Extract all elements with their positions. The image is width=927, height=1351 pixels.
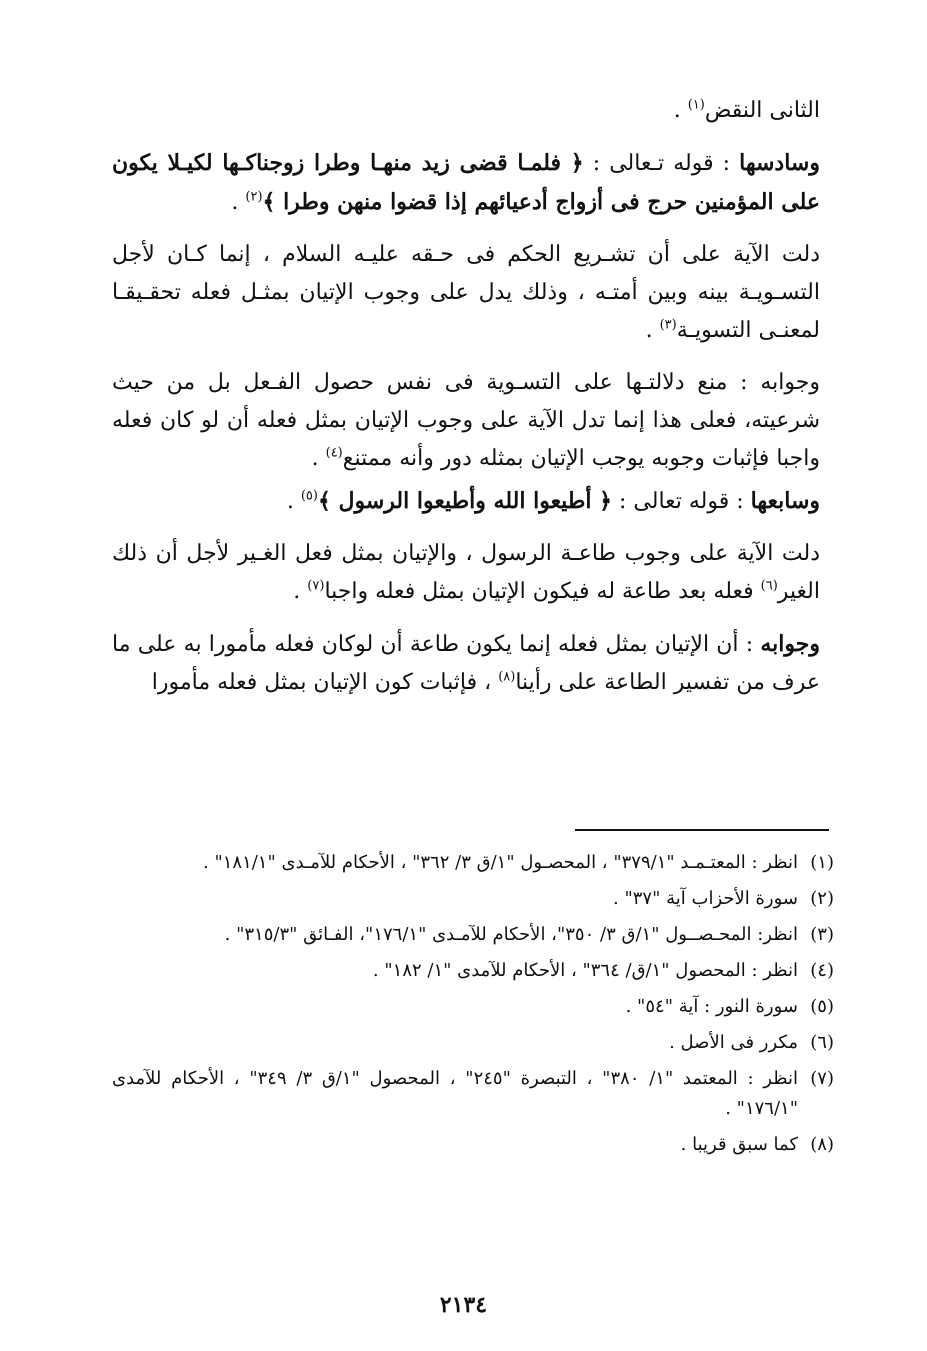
footnote-ref: (٣) <box>659 317 677 333</box>
text-segment: : أن الإتيان بمثل فعله إنما يكون طاعة أن لوكان فعله مأمورا به على ما عرف من تفسير الطاعة على رأينا <box>112 632 820 695</box>
footnote-ref: (١) <box>687 97 705 113</box>
text-segment: . <box>231 190 246 215</box>
quran-verse: ﴿ فلمـا قضى زيد منهـا وطرا زوجناكـها لكيـلا يكون على المؤمنين حرج فى أزواج أدعيائهم إذا قضوا منهن وطرا ﴾ <box>112 150 820 215</box>
footnote-number: (٣) <box>810 924 834 945</box>
footnote-divider <box>575 829 829 831</box>
page-number: ٢١٣٤ <box>439 1292 488 1318</box>
text-segment: . <box>645 318 660 343</box>
text-segment: . <box>673 98 688 123</box>
footnote-text: انظر : المعتـمـد "٣٧٩/١" ، المحصـول "١/ق ٣/ ٣٦٢" ، الأحكام للآمـدى "١٨١/١" . <box>203 852 798 873</box>
text-segment: : قوله تـعالى : <box>583 151 740 176</box>
footnote-number: (٨) <box>810 1134 834 1155</box>
paragraph-lead: وسادسها <box>739 150 820 176</box>
footnote-text: انظر: المحـصــول "١/ق ٣/ ٣٥٠"، الأحكام للآمـدى "١٧٦/١"، الفـائق "٣١٥/٣" . <box>224 924 798 945</box>
footnote-number: (١) <box>810 852 834 873</box>
text-segment: . <box>286 489 301 514</box>
text-segment: . <box>311 446 326 471</box>
footnote-text: سورة الأحزاب آية "٣٧" . <box>613 888 798 909</box>
footnote <box>112 848 834 878</box>
footnote-text: مكرر فى الأصل . <box>669 1032 798 1053</box>
text-line-1 <box>112 92 820 130</box>
quran-verse: ﴿ أطيعوا الله وأطيعوا الرسول ﴾ <box>317 488 612 514</box>
paragraph-answer-2 <box>112 625 820 702</box>
footnote-ref: (٢) <box>245 189 263 205</box>
footnote-ref: (٥) <box>300 488 318 504</box>
text-segment: الثانى النقض <box>704 98 820 123</box>
text-segment: فعله بعد طاعة له فيكون الإتيان بمثل فعله واجبا <box>324 579 761 604</box>
paragraph-sixth-argument <box>112 236 820 350</box>
footnote-text: كما سبق قريبا . <box>680 1134 798 1155</box>
footnote-ref: (٦) <box>760 578 778 594</box>
footnote-ref: (٤) <box>325 445 343 461</box>
text-segment: . <box>293 579 308 604</box>
paragraph-lead: وجوابه <box>760 631 820 657</box>
paragraph-answer-1 <box>112 364 820 478</box>
main-text <box>112 92 820 702</box>
text-segment: : قوله تعالى : <box>612 489 751 514</box>
footnote-number: (٢) <box>810 888 834 909</box>
footnote-ref: (٨) <box>498 669 516 685</box>
footnotes <box>112 848 834 1166</box>
text-segment: ، فإثبات كون الإتيان بمثل فعله مأمورا <box>151 670 499 695</box>
footnote <box>112 920 834 950</box>
footnote <box>112 1028 834 1058</box>
footnote <box>112 992 834 1022</box>
footnote <box>112 1130 834 1160</box>
footnote-text: انظر : المحصول "١/ق/ ٣٦٤" ، الأحكام للآمدى "١/ ١٨٢" . <box>372 960 798 981</box>
paragraph-seventh <box>112 482 820 521</box>
footnote-number: (٦) <box>810 1032 834 1053</box>
footnote-ref: (٧) <box>307 578 325 594</box>
paragraph-lead: وسابعها <box>750 488 820 514</box>
footnote-text: انظر : المعتمد "١/ ٣٨٠" ، التبصرة "٢٤٥" ، المحصول "١/ق ٣/ ٣٤٩" ، الأحكام للآمدى "١٧٦/١" . <box>112 1068 799 1119</box>
footnote-number: (٤) <box>810 960 834 981</box>
text-segment: دلت الآية على وجوب طاعـة الرسول ، والإتيان بمثل فعل الغـير لأجل أن ذلك الغير <box>112 541 820 604</box>
footnote-number: (٧) <box>810 1068 834 1089</box>
footnote-text: سورة النور : آية "٥٤" . <box>625 996 798 1017</box>
paragraph-seventh-argument <box>112 535 820 611</box>
text-segment: وجوابه : منع دلالتـها على التسـوية فى نفس حصول الفـعل بل من حيث شرعيته، فعلى هذا إنما تدل الآية على وجوب الإتيان بمثل فعله أن لو كان فعله واجبا فإثبات وجوبه يوجب الإتيان بمثله دور وأنه ممتنع <box>112 370 820 471</box>
footnote <box>112 884 834 914</box>
footnote <box>112 956 834 986</box>
paragraph-sixth <box>112 144 820 222</box>
footnote-number: (٥) <box>810 996 834 1017</box>
footnote <box>112 1064 834 1124</box>
text-segment: دلت الآية على أن تشـريع الحكم فى حـقه عليـه السلام ، إنما كـان لأجل التسـويـة بينه وبين أمتـه ، وذلك يدل على وجوب الإتيان بمثـل فعله تحقـيقـا لمعنـى التسويـة <box>112 242 820 343</box>
